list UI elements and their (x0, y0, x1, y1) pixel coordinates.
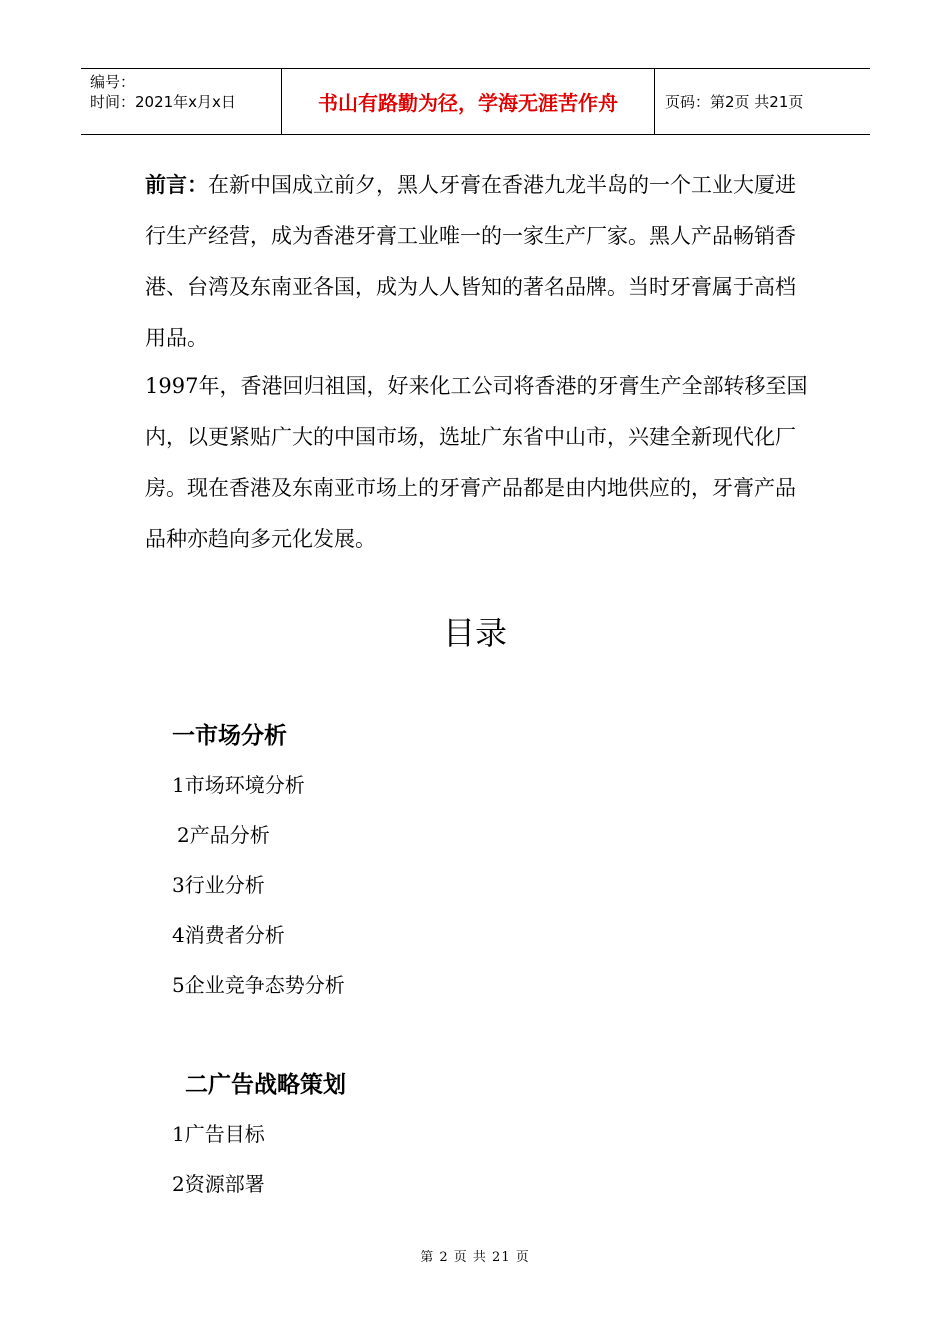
toc-item: 5企业竞争态势分析 (172, 973, 345, 997)
page-footer: 第 2 页 共 21 页 (420, 1250, 530, 1265)
document-date-label: 时间：2021年x月x日 (90, 93, 236, 111)
preface-paragraph-2: 1997年，香港回归祖国，好来化工公司将香港的牙膏生产全部转移至国内，以更紧贴广大的中国市场，选址广东省中山市，兴建全新现代化厂房。现在香港及东南亚市场上的牙膏产品都是由内地供应的，牙膏产品品种亦趋向多元化发展。 (145, 374, 808, 551)
preface-label: 前言： (145, 173, 208, 197)
toc-item: 2资源部署 (172, 1172, 265, 1196)
toc-section-1-heading: 一市场分析 (172, 723, 287, 749)
header-table (81, 68, 870, 135)
toc-item: 1广告目标 (172, 1122, 265, 1146)
toc-item: 2产品分析 (177, 823, 270, 847)
preface-paragraph-1 (145, 160, 810, 364)
header-meta-cell (81, 69, 282, 134)
document-number-label: 编号： (90, 73, 136, 91)
toc-item: 4消费者分析 (172, 923, 285, 947)
toc-title: 目录 (442, 614, 507, 652)
preface-text-1: 在新中国成立前夕，黑人牙膏在香港九龙半岛的一个工业大厦进行生产经营，成为香港牙膏工业唯一的一家生产厂家。黑人产品畅销香港、台湾及东南亚各国，成为人人皆知的著名品牌。当时牙膏属于高档用品。 (145, 173, 796, 350)
header-motto: 书山有路勤为径，学海无涯苦作舟 (282, 69, 655, 134)
toc-item: 3行业分析 (172, 873, 265, 897)
toc-section-2-heading: 二广告战略策划 (185, 1072, 346, 1098)
toc-item: 1市场环境分析 (172, 773, 305, 797)
header-page-number: 页码：第2页 共21页 (665, 93, 804, 111)
